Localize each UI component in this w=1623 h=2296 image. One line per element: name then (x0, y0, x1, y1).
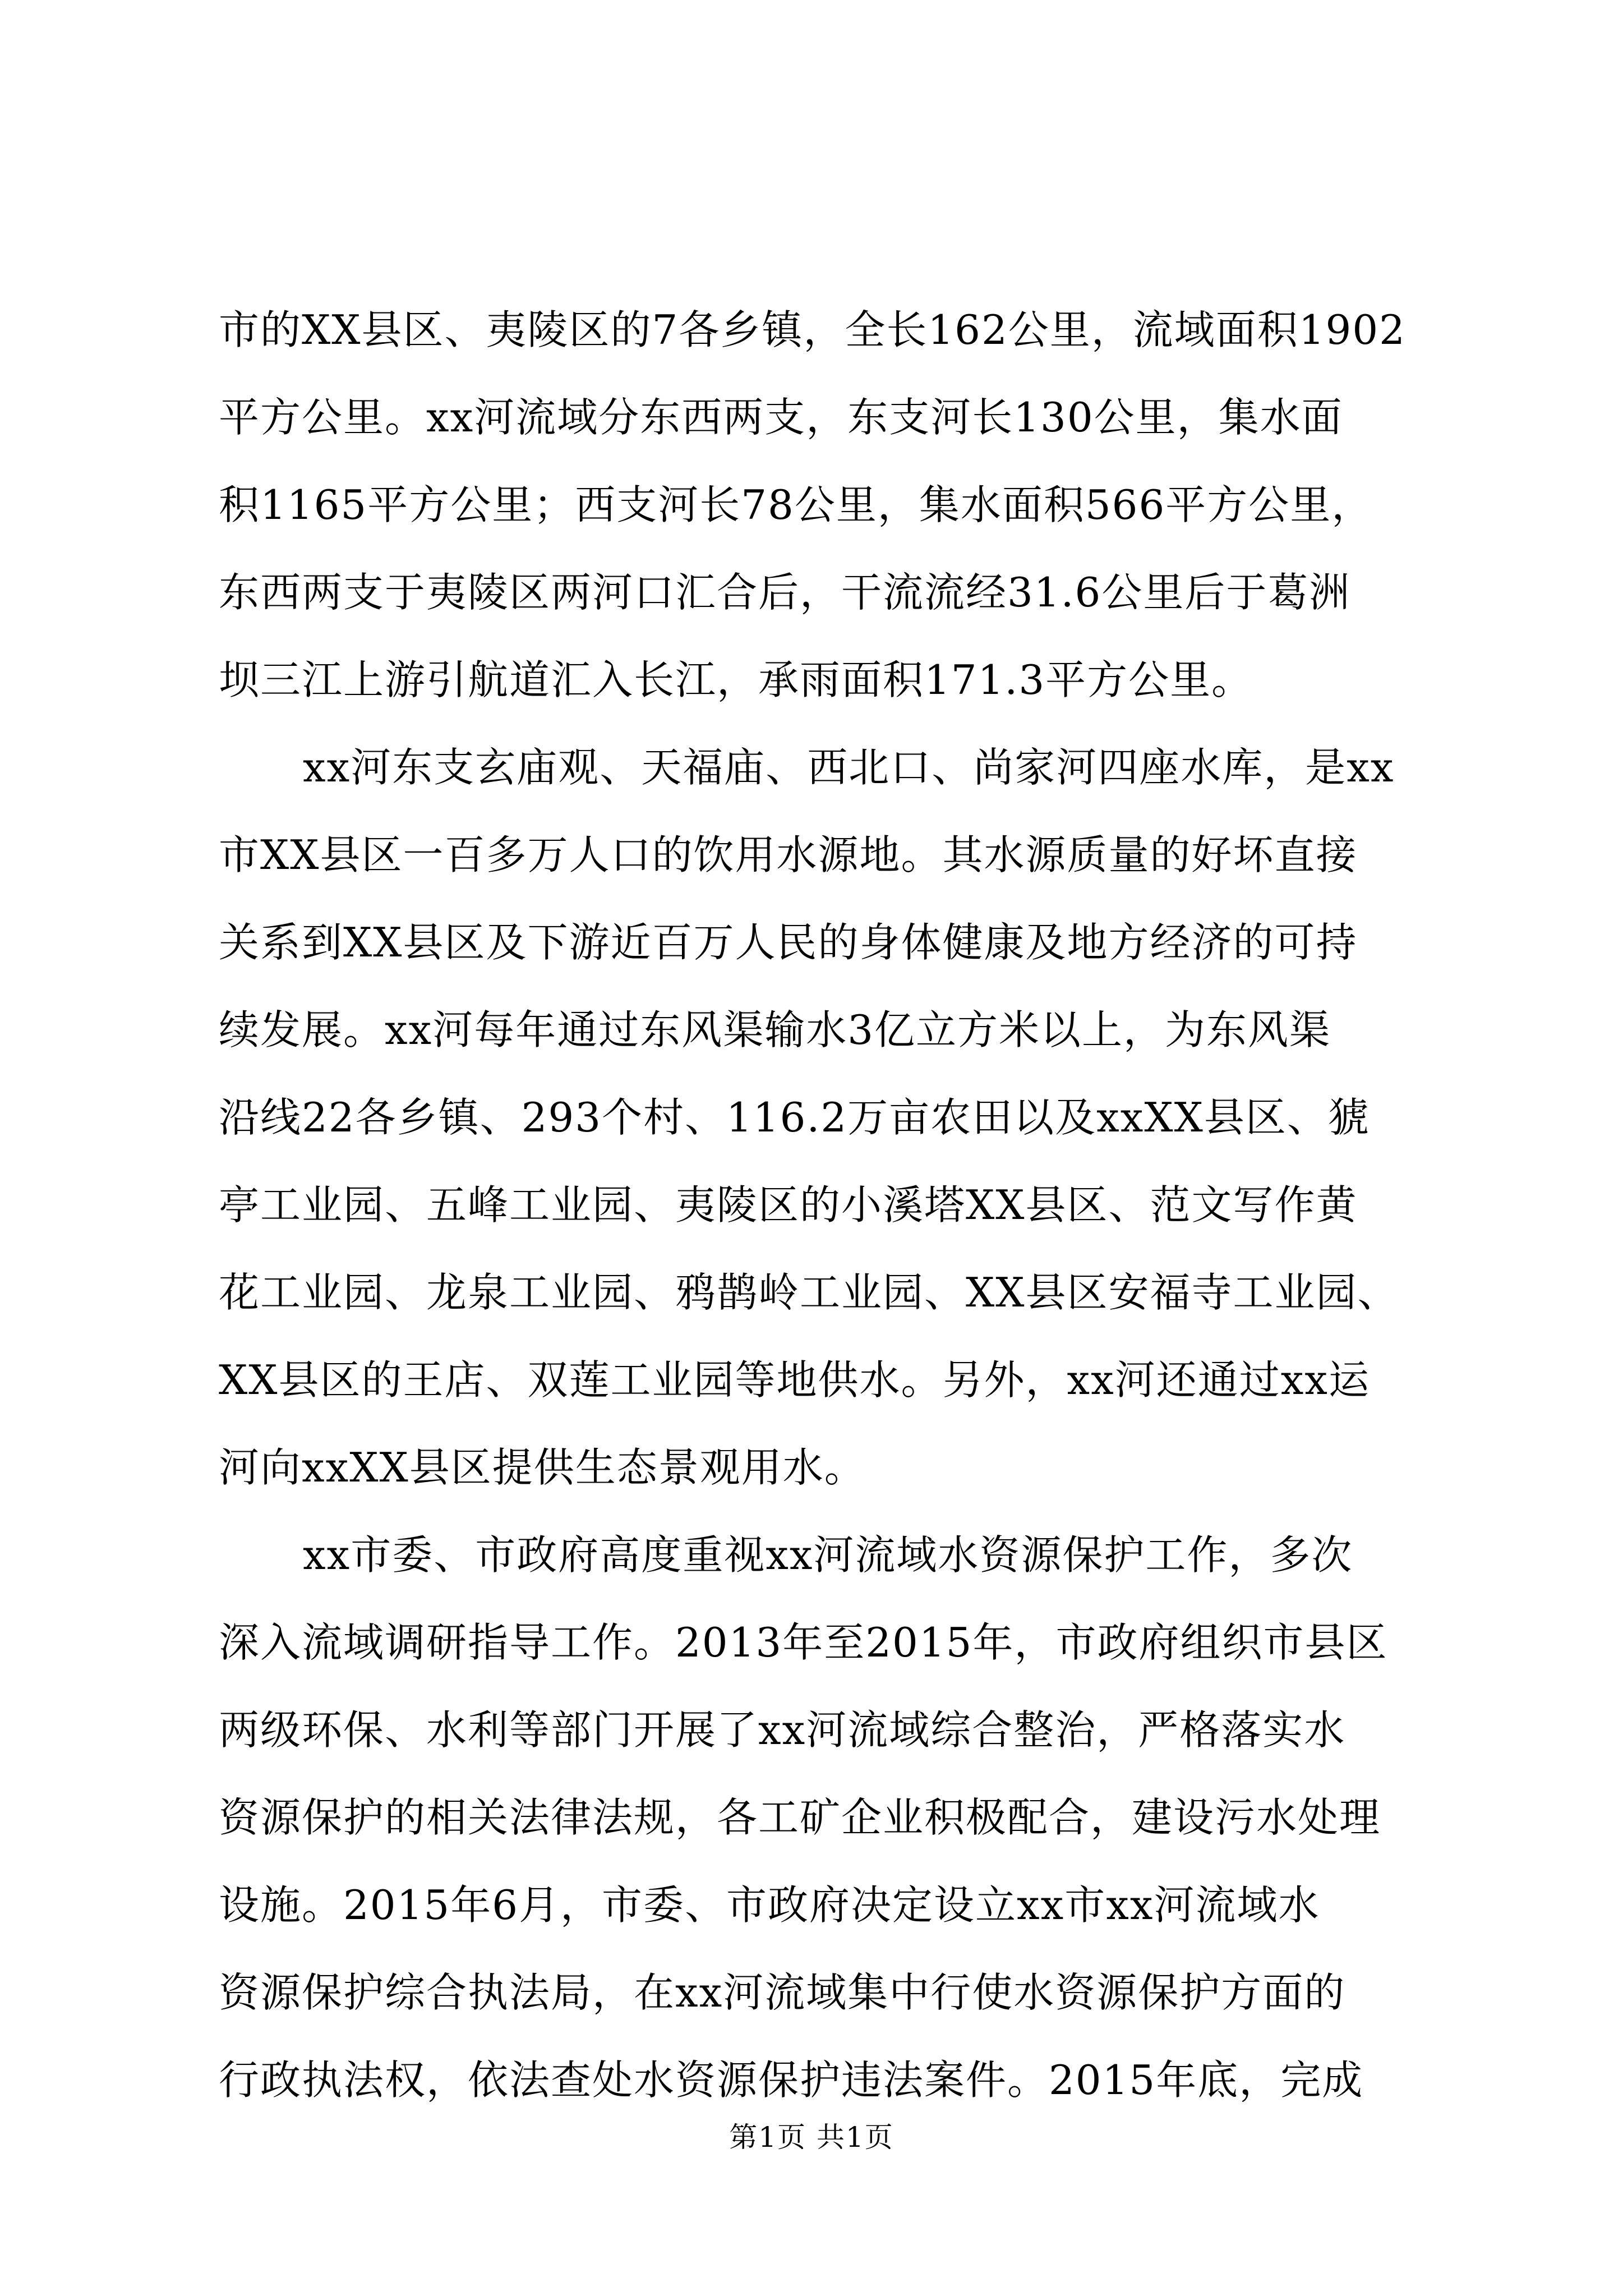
text-line: 平方公里。xx河流域分东西两支，东支河长130公里，集水面 (219, 394, 1343, 441)
text-line: 市的XX县区、夷陵区的7各乡镇，全长162公里，流域面积1902 (219, 306, 1406, 353)
text-line: 资源保护综合执法局，在xx河流域集中行使水资源保护方面的 (219, 1969, 1346, 2016)
text-line: 东西两支于夷陵区两河口汇合后，干流流经31.6公里后于葛洲 (219, 569, 1351, 616)
text-line: 设施。2015年6月，市委、市政府决定设立xx市xx河流域水 (219, 1881, 1320, 1929)
paragraph-2 (219, 724, 1424, 1511)
text-line: 河向xxXX县区提供生态景观用水。 (219, 1444, 866, 1491)
text-line: 深入流域调研指导工作。2013年至2015年，市政府组织市县区 (219, 1619, 1388, 1666)
text-line: 亭工业园、五峰工业园、夷陵区的小溪塔XX县区、范文写作黄 (219, 1181, 1358, 1228)
page-footer: 第1页 共1页 (729, 2121, 894, 2154)
text-line: 关系到XX县区及下游近百万人民的身体健康及地方经济的可持 (219, 919, 1358, 966)
text-line: 市XX县区一百多万人口的饮用水源地。其水源质量的好坏直接 (219, 831, 1358, 878)
text-line: 行政执法权，依法查处水资源保护违法案件。2015年底，完成 (219, 2056, 1364, 2104)
text-line: 花工业园、龙泉工业园、鸦鹊岭工业园、XX县区安福寺工业园、 (219, 1269, 1399, 1316)
text-line: xx河东支玄庙观、天福庙、西北口、尚家河四座水库，是xx (303, 744, 1395, 791)
text-line: 两级环保、水利等部门开展了xx河流域综合整治，严格落实水 (219, 1706, 1346, 1754)
paragraph-3 (219, 1511, 1424, 2124)
text-line: 坝三江上游引航道汇入长江，承雨面积171.3平方公里。 (219, 656, 1253, 703)
text-line: 积1165平方公里；西支河长78公里，集水面积566平方公里， (219, 481, 1373, 528)
text-line: 沿线22各乡镇、293个村、116.2万亩农田以及xxXX县区、猇 (219, 1094, 1370, 1141)
text-line: XX县区的王店、双莲工业园等地供水。另外，xx河还通过xx运 (219, 1356, 1370, 1404)
text-line: 续发展。xx河每年通过东风渠输水3亿立方米以上，为东风渠 (219, 1006, 1331, 1053)
text-line: 资源保护的相关法律法规，各工矿企业积极配合，建设污水处理 (219, 1794, 1381, 1841)
document-body (219, 286, 1424, 2124)
paragraph-1 (219, 286, 1424, 724)
text-line: xx市委、市政府高度重视xx河流域水资源保护工作，多次 (303, 1531, 1353, 1579)
